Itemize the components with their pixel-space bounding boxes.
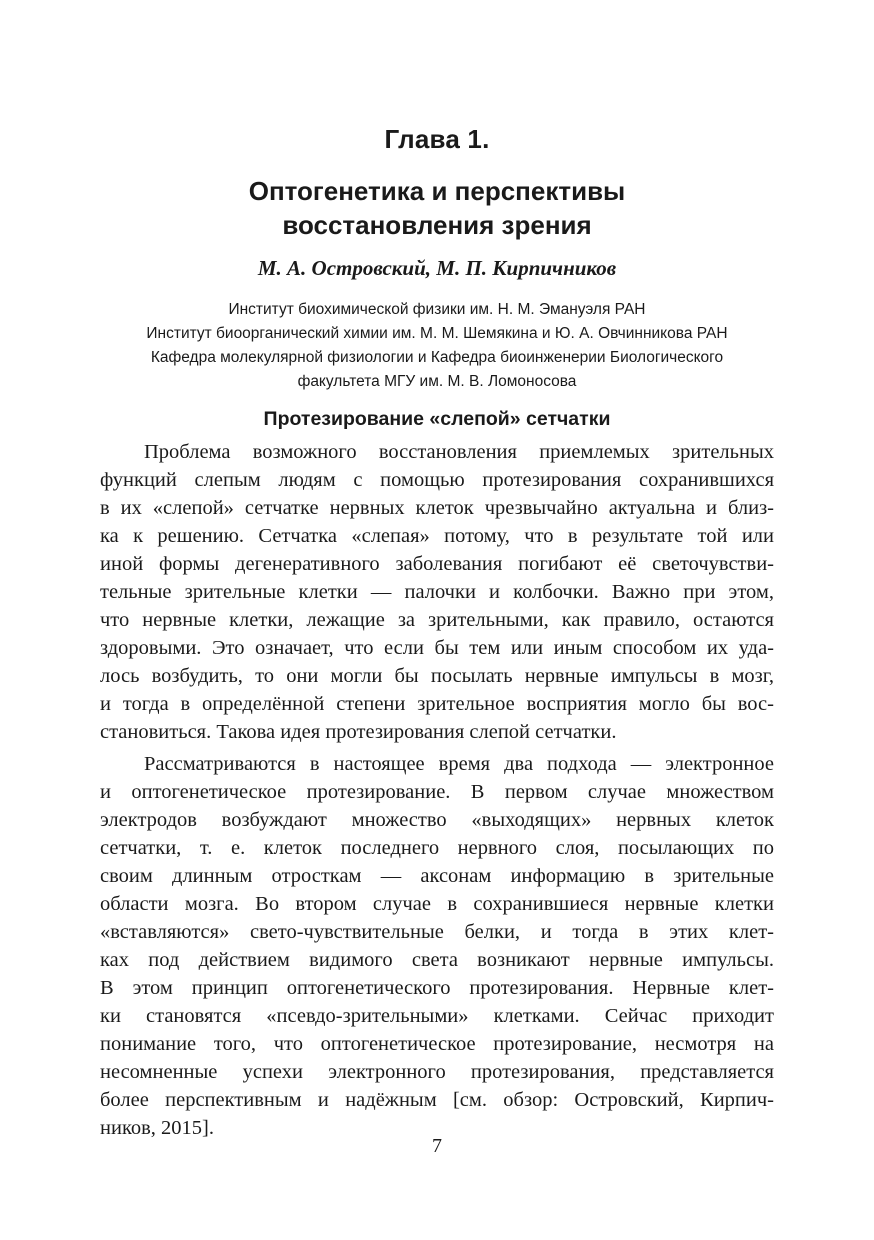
text-line: и тогда в определённой степени зрительное восприятия могло бы вос-: [100, 693, 774, 715]
text-line: и оптогенетическое протезирование. В первом случае множеством: [100, 781, 774, 803]
text-line: несомненные успехи электронного протезирования, представляется: [100, 1061, 774, 1083]
text-line: что нервные клетки, лежащие за зрительными, как правило, остаются: [100, 609, 774, 631]
text-line: области мозга. Во втором случае в сохранившиеся нервные клетки: [100, 893, 774, 915]
text-line: понимание того, что оптогенетическое протезирование, несмотря на: [100, 1033, 774, 1055]
page-number: 7: [432, 1135, 442, 1157]
text-line: функций слепым людям с помощью протезирования сохранившихся: [100, 469, 774, 491]
text-line: электродов возбуждают множество «выходящих» нервных клеток: [100, 809, 774, 831]
text-line: ка к решению. Сетчатка «слепая» потому, что в результате той или: [100, 525, 774, 547]
paragraph: [100, 438, 774, 746]
text-line: лось возбудить, то они могли бы посылать нервные импульсы в мозг,: [100, 665, 774, 687]
text-line: своим длинным отросткам — аксонам информацию в зрительные: [100, 865, 774, 887]
text-line: В этом принцип оптогенетического протезирования. Нервные клет-: [100, 977, 774, 999]
section-heading: Протезирование «слепой» сетчатки: [263, 408, 611, 430]
affiliations: [100, 298, 774, 394]
chapter-title-line: восстановления зрения: [282, 210, 592, 240]
text-line: становиться. Такова идея протезирования слепой сетчатки.: [100, 721, 617, 743]
chapter-title-line: Оптогенетика и перспективы: [248, 176, 626, 206]
text-line: тельные зрительные клетки — палочки и колбочки. Важно при этом,: [100, 581, 774, 603]
text-line: ников, 2015].: [100, 1117, 214, 1139]
text-line: Рассматриваются в настоящее время два подхода — электронное: [144, 753, 774, 775]
text-line: в их «слепой» сетчатке нервных клеток чрезвычайно актуальна и близ-: [100, 497, 774, 519]
text-line: иной формы дегенеративного заболевания погибают её светочувстви-: [100, 553, 774, 575]
body-text: [100, 438, 774, 1142]
page-content: [100, 108, 774, 1146]
text-line: ках под действием видимого света возникают нервные импульсы.: [100, 949, 774, 971]
affiliation-line: факультета МГУ им. М. В. Ломоносова: [297, 373, 577, 390]
chapter-label: Глава 1.: [384, 124, 490, 154]
chapter-title: [100, 174, 774, 242]
text-line: Проблема возможного восстановления приемлемых зрительных: [144, 441, 774, 463]
authors: М. А. Островский, М. П. Кирпичников: [257, 256, 617, 280]
affiliation-line: Кафедра молекулярной физиологии и Кафедра биоинженерии Биологического: [150, 349, 724, 366]
text-line: «вставляются» свето-чувствительные белки, и тогда в этих клет-: [100, 921, 774, 943]
text-line: сетчатки, т. е. клеток последнего нервного слоя, посылающих по: [100, 837, 774, 859]
text-line: здоровыми. Это означает, что если бы тем или иным способом их уда-: [100, 637, 774, 659]
text-line: более перспективным и надёжным [см. обзор: Островский, Кирпич-: [100, 1089, 774, 1111]
affiliation-line: Институт биоорганический химии им. М. М. Шемякина и Ю. А. Овчинникова РАН: [146, 325, 728, 342]
affiliation-line: Институт биохимической физики им. Н. М. Эмануэля РАН: [228, 301, 646, 318]
text-line: ки становятся «псевдо-зрительными» клетками. Сейчас приходит: [100, 1005, 774, 1027]
paragraph: [100, 750, 774, 1142]
